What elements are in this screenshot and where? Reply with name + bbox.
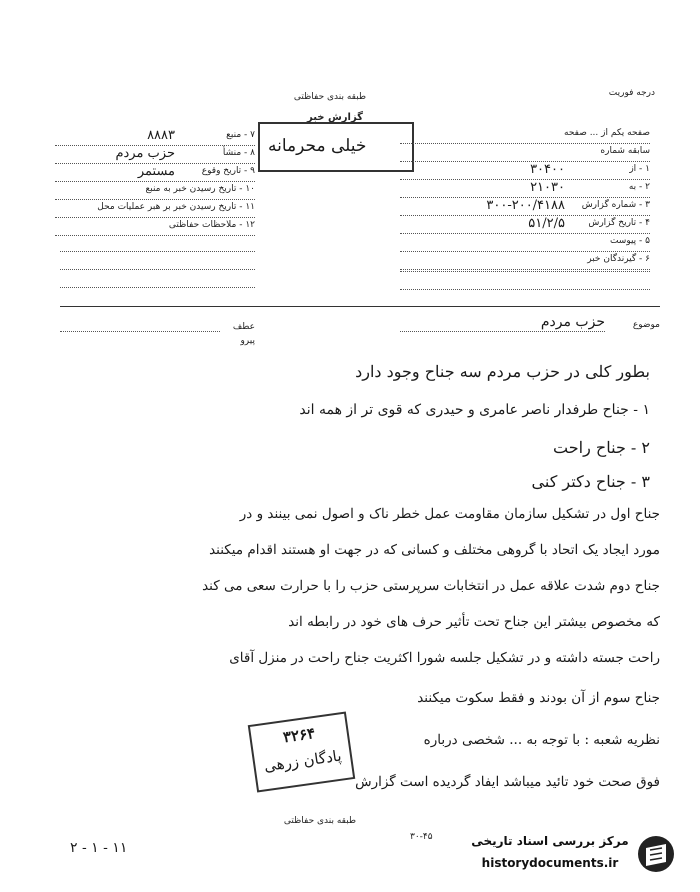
field-row: صفحه یکم از ... صفحه <box>400 126 650 144</box>
footer-note: ۲ - ۱ - ۱۱ <box>70 840 128 856</box>
body-line: ۲ - جناح راحت <box>553 438 650 457</box>
subject-label: موضوع <box>632 320 660 330</box>
body-line: بطور کلی در حزب مردم سه جناح وجود دارد <box>355 362 650 381</box>
right-fields <box>400 126 650 270</box>
peyro-label: پیرو <box>240 336 255 346</box>
field-row: ۱۰ - تاریخ رسیدن خبر به منبع <box>55 182 255 200</box>
field-row: ۱۲ - ملاحظات حفاظتی <box>55 218 255 236</box>
watermark-title: مرکز بررسی اسناد تاریخی <box>471 834 629 848</box>
left-fields <box>55 128 255 236</box>
classification-label: طبقه بندی حفاظتی <box>293 92 367 102</box>
watermark-url: historydocuments.ir <box>481 856 619 870</box>
field-row: ۴ - تاریخ گزارش ۵۱/۲/۵ <box>400 216 650 234</box>
header-divider <box>60 306 660 307</box>
classification-stamp <box>258 122 414 172</box>
atf-label: عطف <box>232 322 255 332</box>
blank-line <box>60 286 255 288</box>
field-row: ۸ - منشأ حزب مردم <box>55 146 255 164</box>
form-code: ۳۰-۴۵ <box>410 832 433 842</box>
field-row: سابقه شماره <box>400 144 650 162</box>
field-row: ۹ - تاریخ وقوع مستمر <box>55 164 255 182</box>
garrison-stamp: ۳۲۶۴ پادگان زرهی <box>248 711 356 792</box>
body-line: جناح سوم از آن بودند و فقط سکوت میکنند <box>417 690 660 706</box>
body-line: مورد ایجاد یک اتحاد با گروهی مختلف و کسانی که در جهت او هستند اقدام میکنند <box>209 542 660 558</box>
field-row: ۱ - از ۳۰۴۰۰ <box>400 162 650 180</box>
body-line: نظریه شعبه : با توجه به ... شخصی درباره <box>423 732 660 748</box>
body-line: فوق صحت خود تائید میباشد ایفاد گردیده است گزارش <box>355 774 660 790</box>
atf-line <box>60 330 220 332</box>
field-row: ۳ - شماره گزارش ۳۰۰-۲۰۰/۴۱۸۸ <box>400 198 650 216</box>
body-line: جناح دوم شدت علاقه عمل در انتخابات سرپرستی حزب را با حرارت سعی می کند <box>202 578 660 594</box>
body-line: ۳ - جناح دکتر کنی <box>531 472 650 491</box>
field-row: ۷ - منبع ۸۸۸۳ <box>55 128 255 146</box>
field-row: ۶ - گیرندگان خبر <box>400 252 650 270</box>
form-title: گزارش خبر <box>306 112 363 123</box>
subject-line <box>400 330 605 332</box>
archive-logo-icon <box>636 834 676 874</box>
body-line: جناح اول در تشکیل سازمان مقاومت عمل خطر ناک و اصول نمی بینند و در <box>239 506 660 522</box>
subject-value: حزب مردم <box>540 314 605 330</box>
field-row: ۵ - پیوست <box>400 234 650 252</box>
blank-line <box>400 288 650 290</box>
urgency-label: درجه فوریت <box>608 88 655 98</box>
footer-classification: طبقه بندی حفاظتی <box>283 816 357 826</box>
field-row: ۲ - به ۲۱۰۳۰ <box>400 180 650 198</box>
body-line: ۱ - جناح طرفدار ناصر عامری و حیدری که قوی تر از همه اند <box>299 402 650 418</box>
blank-line <box>400 270 650 272</box>
body-line: راحت جسته داشته و در تشکیل جلسه شورا اکثریت جناح راحت در منزل آقای <box>229 650 660 666</box>
body-line: که مخصوص بیشتر این جناح تحت تأثیر حرف های خود در رابطه اند <box>288 614 660 630</box>
blank-line <box>60 268 255 270</box>
blank-line <box>60 250 255 252</box>
field-row: ۱۱ - تاریخ رسیدن خبر بر هبر عملیات محل <box>55 200 255 218</box>
stamp-text: خیلی محرمانه <box>268 136 367 156</box>
